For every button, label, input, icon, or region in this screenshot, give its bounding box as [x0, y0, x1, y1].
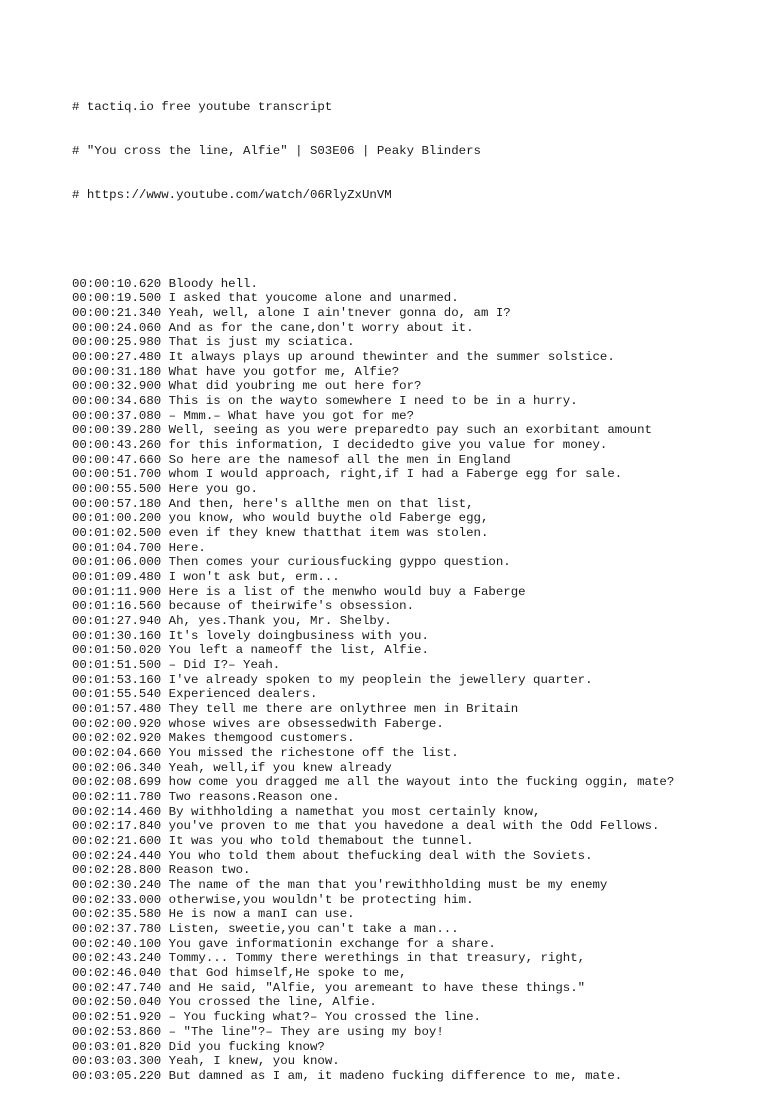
caption-text: I asked that youcome alone and unarmed.: [168, 291, 459, 306]
transcript-line: [72, 497, 752, 512]
timestamp: 00:00:31.180: [72, 364, 162, 379]
transcript-line: [72, 849, 752, 864]
timestamp: 00:00:10.620: [72, 276, 162, 291]
caption-text: It always plays up around thewinter and the summer solstice.: [168, 349, 615, 364]
timestamp: 00:03:01.820: [72, 1039, 162, 1054]
timestamp: 00:00:55.500: [72, 481, 162, 496]
timestamp: 00:02:08.699: [72, 775, 162, 790]
timestamp: 00:00:57.180: [72, 496, 162, 511]
caption-text: What have you gotfor me, Alfie?: [168, 364, 400, 379]
caption-text: It was you who told themabout the tunnel.: [168, 834, 474, 849]
timestamp: 00:02:02.920: [72, 731, 162, 746]
caption-text: whose wives are obsessedwith Faberge.: [168, 716, 444, 731]
transcript-line: [72, 482, 752, 497]
caption-text: Bloody hell.: [168, 276, 258, 291]
caption-text: You gave informationin exchange for a share.: [168, 936, 496, 951]
caption-text: even if they knew thatthat item was stolen.: [168, 525, 489, 540]
transcript-line: [72, 834, 752, 849]
timestamp: 00:00:32.900: [72, 379, 162, 394]
caption-text: That is just my sciatica.: [168, 335, 355, 350]
transcript-line: [72, 805, 752, 820]
transcript-line: [72, 1040, 752, 1055]
transcript-line: [72, 335, 752, 350]
timestamp: 00:01:57.480: [72, 702, 162, 717]
timestamp: 00:01:06.000: [72, 555, 162, 570]
timestamp: 00:02:46.040: [72, 966, 162, 981]
transcript-line: [72, 291, 752, 306]
caption-text: Tommy... Tommy there werethings in that treasury, right,: [168, 951, 586, 966]
transcript-line: [72, 761, 752, 776]
timestamp: 00:00:19.500: [72, 291, 162, 306]
transcript-line: [72, 673, 752, 688]
caption-text: – "The line"?– They are using my boy!: [168, 1024, 444, 1039]
transcript-text: [72, 71, 752, 1113]
timestamp: 00:00:27.480: [72, 349, 162, 364]
caption-text: how come you dragged me all the wayout into the fucking oggin, mate?: [168, 775, 675, 790]
transcript-line: [72, 409, 752, 424]
transcript-line: [72, 394, 752, 409]
timestamp: 00:00:47.660: [72, 452, 162, 467]
caption-text: They tell me there are onlythree men in Britain: [168, 702, 519, 717]
timestamp: 00:02:35.580: [72, 907, 162, 922]
timestamp: 00:03:03.300: [72, 1054, 162, 1069]
caption-text: otherwise,you wouldn't be protecting him.: [168, 892, 474, 907]
transcript-line: [72, 526, 752, 541]
caption-text: And then, here's allthe men on that list,: [168, 496, 474, 511]
timestamp: 00:01:55.540: [72, 687, 162, 702]
caption-text: Yeah, well,if you knew already: [168, 760, 392, 775]
caption-text: you've proven to me that you havedone a deal with the Odd Fellows.: [168, 819, 660, 834]
transcript-line: [72, 1069, 752, 1084]
timestamp: 00:02:17.840: [72, 819, 162, 834]
timestamp: 00:01:50.020: [72, 643, 162, 658]
caption-text: You who told them about thefucking deal with the Soviets.: [168, 848, 593, 863]
caption-text: Did you fucking know?: [168, 1039, 325, 1054]
timestamp: 00:01:53.160: [72, 672, 162, 687]
caption-text: Here.: [168, 540, 206, 555]
transcript-line: [72, 423, 752, 438]
transcript-line: [72, 555, 752, 570]
transcript-line: [72, 1010, 752, 1025]
timestamp: 00:01:11.900: [72, 584, 162, 599]
timestamp: 00:01:51.500: [72, 658, 162, 673]
blank-line: [72, 233, 752, 248]
caption-text: I've already spoken to my peoplein the jewellery quarter.: [168, 672, 593, 687]
caption-text: You crossed the line, Alfie.: [168, 995, 377, 1010]
timestamp: 00:02:06.340: [72, 760, 162, 775]
timestamp: 00:02:47.740: [72, 980, 162, 995]
caption-text: Makes themgood customers.: [168, 731, 355, 746]
transcript-line: [72, 878, 752, 893]
transcript-line: [72, 629, 752, 644]
transcript-line: [72, 995, 752, 1010]
transcript-line: [72, 350, 752, 365]
caption-text: It's lovely doingbusiness with you.: [168, 628, 429, 643]
transcript-line: [72, 981, 752, 996]
timestamp: 00:00:39.280: [72, 423, 162, 438]
caption-text: – You fucking what?– You crossed the line.: [168, 1010, 481, 1025]
caption-text: for this information, I decidedto give you value for money.: [168, 437, 608, 452]
caption-text: And as for the cane,don't worry about it.: [168, 320, 474, 335]
caption-text: Yeah, well, alone I ain'tnever gonna do, am I?: [168, 305, 511, 320]
transcript-line: [72, 819, 752, 834]
timestamp: 00:02:53.860: [72, 1024, 162, 1039]
caption-text: and He said, "Alfie, you aremeant to have these things.": [168, 980, 586, 995]
transcript-line: [72, 717, 752, 732]
header-line: # "You cross the line, Alfie" | S03E06 | Peaky Blinders: [72, 144, 481, 159]
transcript-line: [72, 731, 752, 746]
timestamp: 00:02:11.780: [72, 790, 162, 805]
caption-text: you know, who would buythe old Faberge egg,: [168, 511, 489, 526]
caption-text: I won't ask but, erm...: [168, 570, 340, 584]
caption-text: Reason two.: [168, 863, 251, 878]
caption-text: You left a nameoff the list, Alfie.: [168, 643, 429, 658]
transcript-line: [72, 379, 752, 394]
timestamp: 00:02:40.100: [72, 936, 162, 951]
caption-text: So here are the namesof all the men in England: [168, 452, 511, 467]
timestamp: 00:01:04.700: [72, 540, 162, 555]
transcript-line: [72, 541, 752, 556]
caption-text: because of theirwife's obsession.: [168, 599, 415, 614]
transcript-line: [72, 585, 752, 600]
transcript-line: [72, 702, 752, 717]
transcript-line: [72, 643, 752, 658]
transcript-line: [72, 1025, 752, 1040]
transcript-line: [72, 511, 752, 526]
transcript-line: [72, 365, 752, 380]
transcript-line: [72, 277, 752, 292]
transcript-line: [72, 306, 752, 321]
caption-text: Experienced dealers.: [168, 687, 318, 702]
timestamp: 00:02:50.040: [72, 995, 162, 1010]
timestamp: 00:01:02.500: [72, 525, 162, 540]
timestamp: 00:02:37.780: [72, 922, 162, 937]
caption-text: that God himself,He spoke to me,: [168, 966, 407, 981]
timestamp: 00:02:43.240: [72, 951, 162, 966]
timestamp: 00:02:33.000: [72, 892, 162, 907]
timestamp: 00:00:25.980: [72, 335, 162, 350]
caption-text: By withholding a namethat you most certainly know,: [168, 804, 541, 819]
timestamp: 00:00:43.260: [72, 437, 162, 452]
caption-text: Ah, yes.Thank you, Mr. Shelby.: [168, 614, 392, 629]
timestamp: 00:00:21.340: [72, 305, 162, 320]
timestamp: 00:01:09.480: [72, 570, 162, 584]
transcript-line: [72, 321, 752, 336]
caption-text: Listen, sweetie,you can't take a man...: [168, 922, 459, 937]
timestamp: 00:02:24.440: [72, 848, 162, 863]
transcript-line: [72, 453, 752, 468]
caption-text: Yeah, I knew, you know.: [168, 1054, 340, 1069]
timestamp: 00:01:16.560: [72, 599, 162, 614]
timestamp: 00:02:28.800: [72, 863, 162, 878]
caption-text: – Mmm.– What have you got for me?: [168, 408, 415, 423]
transcript-line: [72, 570, 752, 585]
transcript-line: [72, 922, 752, 937]
caption-text: whom I would approach, right,if I had a Faberge egg for sale.: [168, 467, 623, 482]
transcript-line: [72, 863, 752, 878]
transcript-line: [72, 614, 752, 629]
timestamp: 00:01:00.200: [72, 511, 162, 526]
timestamp: 00:01:30.160: [72, 628, 162, 643]
timestamp: 00:00:51.700: [72, 467, 162, 482]
transcript-line: [72, 951, 752, 966]
caption-text: The name of the man that you'rewithholding must be my enemy: [168, 878, 608, 893]
timestamp: 00:02:00.920: [72, 716, 162, 731]
caption-text: He is now a manI can use.: [168, 907, 355, 922]
caption-text: This is on the wayto somewhere I need to be in a hurry.: [168, 393, 578, 408]
transcript-line: [72, 790, 752, 805]
caption-text: But damned as I am, it madeno fucking difference to me, mate.: [168, 1068, 623, 1083]
header-line: # https://www.youtube.com/watch/06RlyZxUnVM: [72, 188, 392, 203]
transcript-line: [72, 687, 752, 702]
timestamp: 00:03:05.220: [72, 1068, 162, 1083]
transcript-line: [72, 438, 752, 453]
transcript-line: [72, 775, 752, 790]
timestamp: 00:02:51.920: [72, 1010, 162, 1025]
caption-text: You missed the richestone off the list.: [168, 746, 459, 761]
caption-text: What did youbring me out here for?: [168, 379, 422, 394]
transcript-line: [72, 658, 752, 673]
transcript-line: [72, 467, 752, 482]
caption-text: Here is a list of the menwho would buy a Faberge: [168, 584, 526, 599]
transcript-entries: [72, 277, 752, 1084]
caption-text: Well, seeing as you were preparedto pay such an exorbitant amount: [168, 423, 652, 438]
transcript-line: [72, 966, 752, 981]
caption-text: Then comes your curiousfucking gyppo question.: [168, 555, 511, 570]
timestamp: 00:02:04.660: [72, 746, 162, 761]
header-line: # tactiq.io free youtube transcript: [72, 100, 333, 115]
transcript-line: [72, 1054, 752, 1069]
timestamp: 00:01:27.940: [72, 614, 162, 629]
caption-text: Here you go.: [168, 481, 258, 496]
timestamp: 00:00:34.680: [72, 393, 162, 408]
caption-text: Two reasons.Reason one.: [168, 790, 340, 805]
transcript-line: [72, 599, 752, 614]
transcript-line: [72, 893, 752, 908]
transcript-line: [72, 937, 752, 952]
transcript-line: [72, 907, 752, 922]
timestamp: 00:02:14.460: [72, 804, 162, 819]
timestamp: 00:00:24.060: [72, 320, 162, 335]
timestamp: 00:02:30.240: [72, 878, 162, 893]
transcript-line: [72, 746, 752, 761]
timestamp: 00:00:37.080: [72, 408, 162, 423]
timestamp: 00:02:21.600: [72, 834, 162, 849]
caption-text: – Did I?– Yeah.: [168, 658, 281, 673]
